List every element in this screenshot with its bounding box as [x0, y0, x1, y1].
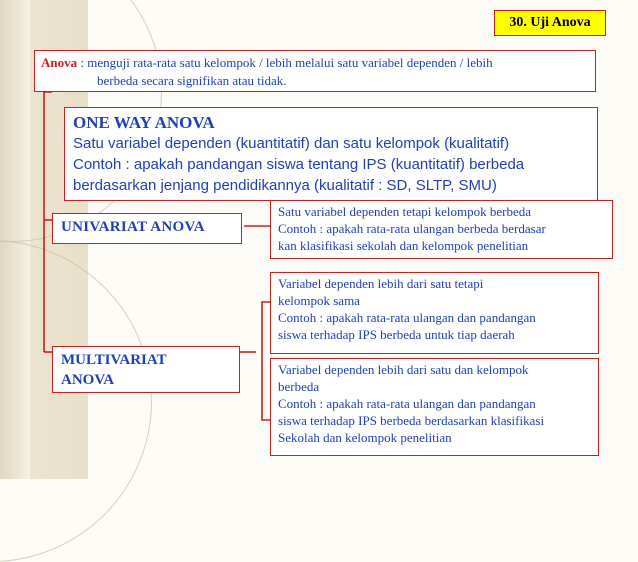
multivariat-same-group-box: [270, 272, 599, 354]
same-group-line-1: Variabel dependen lebih dari satu tetapi: [278, 276, 484, 291]
slide-number-tag: 30. Uji Anova: [494, 10, 606, 36]
diff-group-line-4: siswa terhadap IPS berbeda berdasarkan klasifikasi: [278, 413, 545, 428]
anova-keyword: Anova: [41, 55, 78, 70]
multivariat-anova-box: [52, 346, 240, 393]
univariat-anova-box: [52, 213, 242, 244]
diff-group-line-5: Sekolah dan kelompok penelitian: [278, 430, 452, 445]
definition-line-1: [41, 54, 589, 72]
definition-text-1: : menguji rata-rata satu kelompok / lebih melalui satu variabel dependen / lebih: [77, 55, 493, 70]
one-way-line-3: berdasarkan jenjang pendidikannya (kualitatif : SD, SLTP, SMU): [73, 177, 497, 194]
multivariat-title-2: ANOVA: [61, 372, 115, 388]
multivariat-title-1: MULTIVARIAT: [61, 352, 167, 368]
univariat-detail-line-1: Satu variabel dependen tetapi kelompok berbeda: [278, 204, 532, 219]
one-way-line-1: Satu variabel dependen (kuantitatif) dan satu kelompok (kualitatif): [73, 135, 510, 152]
one-way-anova-title: ONE WAY ANOVA: [73, 113, 215, 132]
one-way-anova-box: [64, 107, 598, 201]
same-group-line-4: siswa terhadap IPS berbeda untuk tiap daerah: [278, 327, 515, 342]
univariat-detail-box: [270, 200, 613, 259]
same-group-line-3: Contoh : apakah rata-rata ulangan dan pandangan: [278, 310, 536, 325]
same-group-line-2: kelompok sama: [278, 293, 360, 308]
multivariat-bracket: [262, 302, 270, 420]
univariat-anova-title: UNIVARIAT ANOVA: [61, 219, 205, 235]
anova-definition-box: [34, 50, 596, 92]
diff-group-line-3: Contoh : apakah rata-rata ulangan dan pandangan: [278, 396, 536, 411]
one-way-line-2: Contoh : apakah pandangan siswa tentang IPS (kuantitatif) berbeda: [73, 156, 525, 173]
univariat-detail-line-2: Contoh : apakah rata-rata ulangan berbeda berdasar: [278, 221, 546, 236]
diff-group-line-2: berbeda: [278, 379, 320, 394]
diff-group-line-1: Variabel dependen lebih dari satu dan kelompok: [278, 362, 529, 377]
univariat-detail-line-3: kan klasifikasi sekolah dan kelompok penelitian: [278, 238, 529, 253]
definition-text-2: berbeda secara signifikan atau tidak.: [97, 73, 287, 88]
multivariat-diff-group-box: [270, 358, 599, 456]
